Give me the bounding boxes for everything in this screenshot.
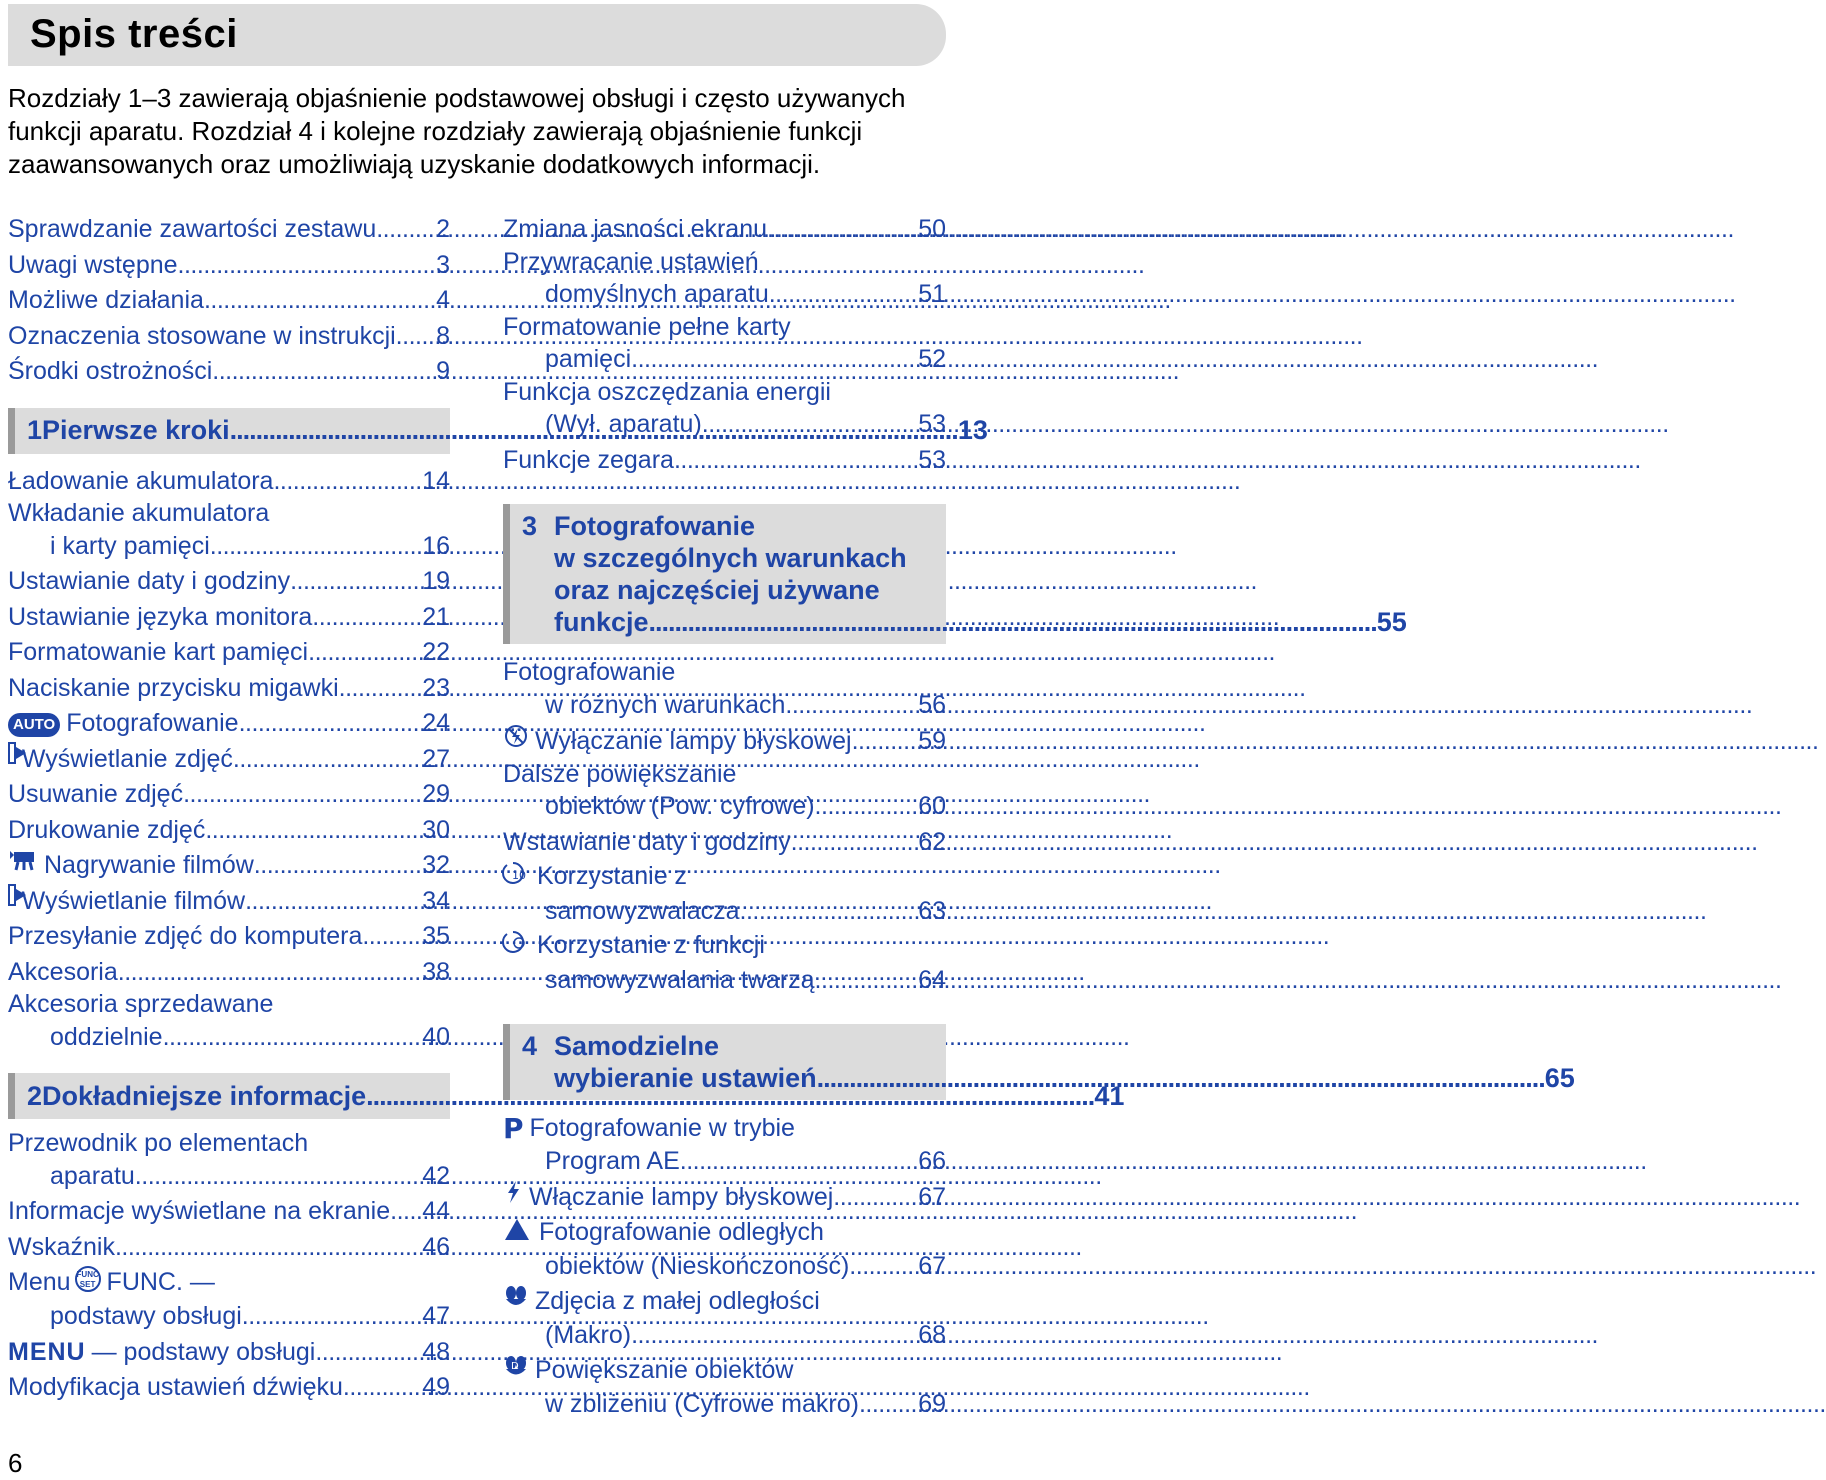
toc-entry[interactable]: Formatowanie kart pamięci ..... 22	[8, 635, 450, 671]
dot-leader	[204, 283, 436, 319]
toc-entry-line1[interactable]: Zdjęcia z małej odległości	[503, 1285, 946, 1319]
program-ae-icon: P	[503, 1112, 524, 1145]
menu-icon: MENU	[8, 1337, 86, 1366]
toc-entry[interactable]: Środki ostrożności ..... 9	[8, 354, 450, 390]
dot-leader	[343, 1370, 422, 1406]
toc-entry[interactable]: Program AE ..... 66	[503, 1144, 946, 1180]
dot-leader	[817, 1062, 1545, 1094]
toc-entry[interactable]: Naciskanie przycisku migawki ..... 23	[8, 671, 450, 707]
dot-leader	[396, 319, 436, 355]
page-number: 6	[8, 1448, 23, 1478]
toc-entry[interactable]: Drukowanie zdjęć ..... 30	[8, 813, 450, 849]
toc-entry[interactable]: Przesyłanie zdjęć do komputera ..... 35	[8, 919, 450, 955]
toc-entry[interactable]: Ustawianie daty i godziny ..... 19	[8, 564, 450, 600]
toc-entry-line1[interactable]: Funkcja oszczędzania energii	[503, 377, 831, 406]
self-timer-10s-icon	[503, 860, 531, 894]
dot-leader	[242, 1299, 422, 1335]
toc-entry[interactable]: Wyłączanie lampy błyskowej ..... 59	[503, 723, 946, 760]
dot-leader	[254, 848, 422, 884]
dot-leader	[362, 919, 422, 955]
flash-off-icon	[503, 723, 529, 760]
toc-entry[interactable]: Wyświetlanie zdjęć ..... 27	[8, 742, 450, 778]
toc-entry[interactable]: Informacje wyświetlane na ekranie ..... 44	[8, 1194, 450, 1230]
dot-leader	[178, 248, 437, 284]
toc-entry[interactable]: Nagrywanie filmów ..... 32	[8, 848, 450, 884]
toc-entry[interactable]: w różnych warunkach ..... 56	[503, 688, 946, 724]
toc-entry[interactable]: oddzielnie ..... 40	[8, 1020, 450, 1056]
svg-text:D: D	[511, 1360, 519, 1372]
toc-entry[interactable]: Funkcje zegara ..... 53	[503, 443, 946, 479]
toc-entry[interactable]: Możliwe działania ..... 4	[8, 283, 450, 319]
dot-leader	[649, 606, 1377, 638]
dot-leader	[815, 963, 919, 999]
toc-entry[interactable]: samowyzwalania twarzą ..... 64	[503, 963, 946, 999]
dot-leader	[212, 354, 436, 390]
dot-leader	[702, 407, 918, 443]
toc-entry[interactable]: Ładowanie akumulatora ..... 14	[8, 464, 450, 500]
playback-icon	[8, 742, 16, 764]
toc-entry[interactable]: Sprawdzanie zawartości zestawu ..... 2	[8, 212, 450, 248]
toc-entry[interactable]: MENU — podstawy obsługi ..... 48	[8, 1335, 450, 1371]
toc-entry[interactable]: obiektów (Nieskończoność) ..... 67	[503, 1249, 946, 1285]
dot-leader	[273, 464, 422, 500]
toc-entry[interactable]: AUTO Fotografowanie ..... 24	[8, 706, 450, 742]
toc-entry[interactable]: Akcesoria ..... 38	[8, 955, 450, 991]
dot-leader	[205, 813, 422, 849]
toc-entry-line1[interactable]: Przewodnik po elementach	[8, 1129, 309, 1157]
dot-leader	[767, 212, 918, 248]
toc-entry[interactable]: Wstawianie daty i godziny ..... 62	[503, 825, 946, 861]
toc-entry-line1[interactable]: Fotografowanie odległych	[503, 1216, 946, 1250]
dot-leader	[245, 884, 422, 920]
toc-entry[interactable]: (Makro) ..... 68	[503, 1318, 946, 1354]
title-banner	[8, 4, 946, 66]
toc-entry[interactable]: w zbliżeniu (Cyfrowe makro) ..... 69	[503, 1387, 946, 1423]
dot-leader	[859, 1387, 918, 1423]
dot-leader	[239, 706, 423, 742]
dot-leader	[833, 1180, 918, 1216]
toc-entry[interactable]: Usuwanie zdjęć ..... 29	[8, 777, 450, 813]
dot-leader	[183, 777, 422, 813]
macro-icon	[503, 1285, 529, 1319]
toc-entry[interactable]: samowyzwalacza ..... 63	[503, 894, 946, 930]
dot-leader	[674, 443, 918, 479]
dot-leader	[115, 1230, 422, 1266]
section-heading-2[interactable]: 2 Dokładniejsze informacje ..... 41	[8, 1073, 450, 1119]
dot-leader	[290, 564, 422, 600]
movie-icon	[8, 848, 38, 884]
flash-on-icon	[503, 1179, 523, 1216]
toc-entry[interactable]: pamięci ..... 52	[503, 342, 946, 378]
toc-entry[interactable]: Uwagi wstępne ..... 3	[8, 248, 450, 284]
dot-leader	[815, 789, 919, 825]
dot-leader	[312, 600, 422, 636]
page-title: Spis treści	[30, 12, 238, 56]
dot-leader	[308, 635, 422, 671]
toc-entry[interactable]: Oznaczenia stosowane w instrukcji ..... 8	[8, 319, 450, 355]
toc-entry-line1[interactable]: Menu FUNC. SET FUNC. —	[8, 1268, 215, 1296]
dot-leader	[339, 671, 423, 707]
toc-entry-line1[interactable]: 10 Korzystanie z	[503, 860, 946, 894]
toc-entry[interactable]: obiektów (Pow. cyfrowe) ..... 60	[503, 789, 946, 825]
toc-entry-line1[interactable]: Przywracanie ustawień	[503, 247, 759, 276]
dot-leader	[118, 955, 422, 991]
toc-entry-line1[interactable]: Akcesoria sprzedawane	[8, 990, 274, 1018]
dot-leader	[233, 742, 422, 778]
toc-entry-line1[interactable]: Formatowanie pełne karty	[503, 312, 791, 341]
toc-entry-line1[interactable]: P Fotografowanie w trybie	[503, 1112, 795, 1145]
dot-leader	[769, 277, 918, 313]
toc-entry-line1[interactable]: Wkładanie akumulatora	[8, 499, 270, 527]
toc-entry[interactable]: Wskaźnik ..... 46	[8, 1230, 450, 1266]
dot-leader	[210, 529, 422, 565]
toc-entry[interactable]: Wyświetlanie filmów ..... 34	[8, 884, 450, 920]
section-heading-1[interactable]: 1 Pierwsze kroki ..... 13	[8, 408, 450, 454]
toc-entry[interactable]: Ustawianie języka monitora ..... 21	[8, 600, 450, 636]
toc-entry[interactable]: podstawy obsługi ..... 47	[8, 1299, 450, 1335]
auto-mode-icon: AUTO	[8, 713, 60, 737]
dot-leader	[680, 1144, 918, 1180]
dot-leader	[785, 688, 918, 724]
toc-entry[interactable]: (Wył. aparatu) ..... 53	[503, 407, 946, 443]
svg-text:10: 10	[512, 869, 526, 882]
face-self-timer-icon	[503, 929, 531, 963]
dot-leader	[852, 724, 919, 760]
dot-leader	[135, 1159, 422, 1195]
infinity-mountain-icon	[503, 1216, 533, 1250]
toc-entry-line1[interactable]: D Powiększanie obiektów	[503, 1354, 946, 1388]
dot-leader	[376, 212, 436, 248]
toc-entry[interactable]: Zmiana jasności ekranu ..... 50	[503, 212, 946, 248]
toc-entry-line1[interactable]: Korzystanie z funkcji	[503, 929, 946, 963]
toc-entry[interactable]: domyślnych aparatu ..... 51	[503, 277, 946, 313]
toc-entry[interactable]: Modyfikacja ustawień dźwięku ..... 49	[8, 1370, 450, 1406]
dot-leader	[849, 1249, 918, 1285]
dot-leader	[631, 1318, 918, 1354]
dot-leader	[163, 1020, 423, 1056]
intro-paragraph: Rozdziały 1–3 zawierają objaśnienie podstawowej obsługi i często używanych funkcji aparatu. Rozdział 4 i kolejne rozdziały zawierają objaśnienie funkcji zaawansowanych oraz umożliwiają uzyskanie dodatkowych informacji.	[8, 83, 906, 179]
section-heading-3[interactable]: 3 Fotografowanie w szczególnych warunkach oraz najczęściej używane funkcje ..... 55	[503, 504, 946, 644]
func-set-icon: FUNC. SET	[75, 1266, 101, 1292]
toc-entry[interactable]: Włączanie lampy błyskowej ..... 67	[503, 1179, 946, 1216]
dot-leader	[315, 1335, 422, 1371]
dot-leader	[740, 894, 919, 930]
dot-leader	[791, 825, 919, 861]
digital-macro-icon	[503, 1354, 529, 1388]
dot-leader	[390, 1194, 422, 1230]
toc-entry[interactable]: aparatu ..... 42	[8, 1159, 450, 1195]
playback-icon	[8, 884, 16, 906]
dot-leader	[631, 342, 918, 378]
toc-entry[interactable]: i karty pamięci ..... 16	[8, 529, 450, 565]
toc-entry-line1[interactable]: Dalsze powiększanie	[503, 759, 737, 788]
toc-entry-line1[interactable]: Fotografowanie	[503, 658, 676, 686]
section-heading-4[interactable]: 4 Samodzielne wybieranie ustawień ..... 65	[503, 1024, 946, 1100]
